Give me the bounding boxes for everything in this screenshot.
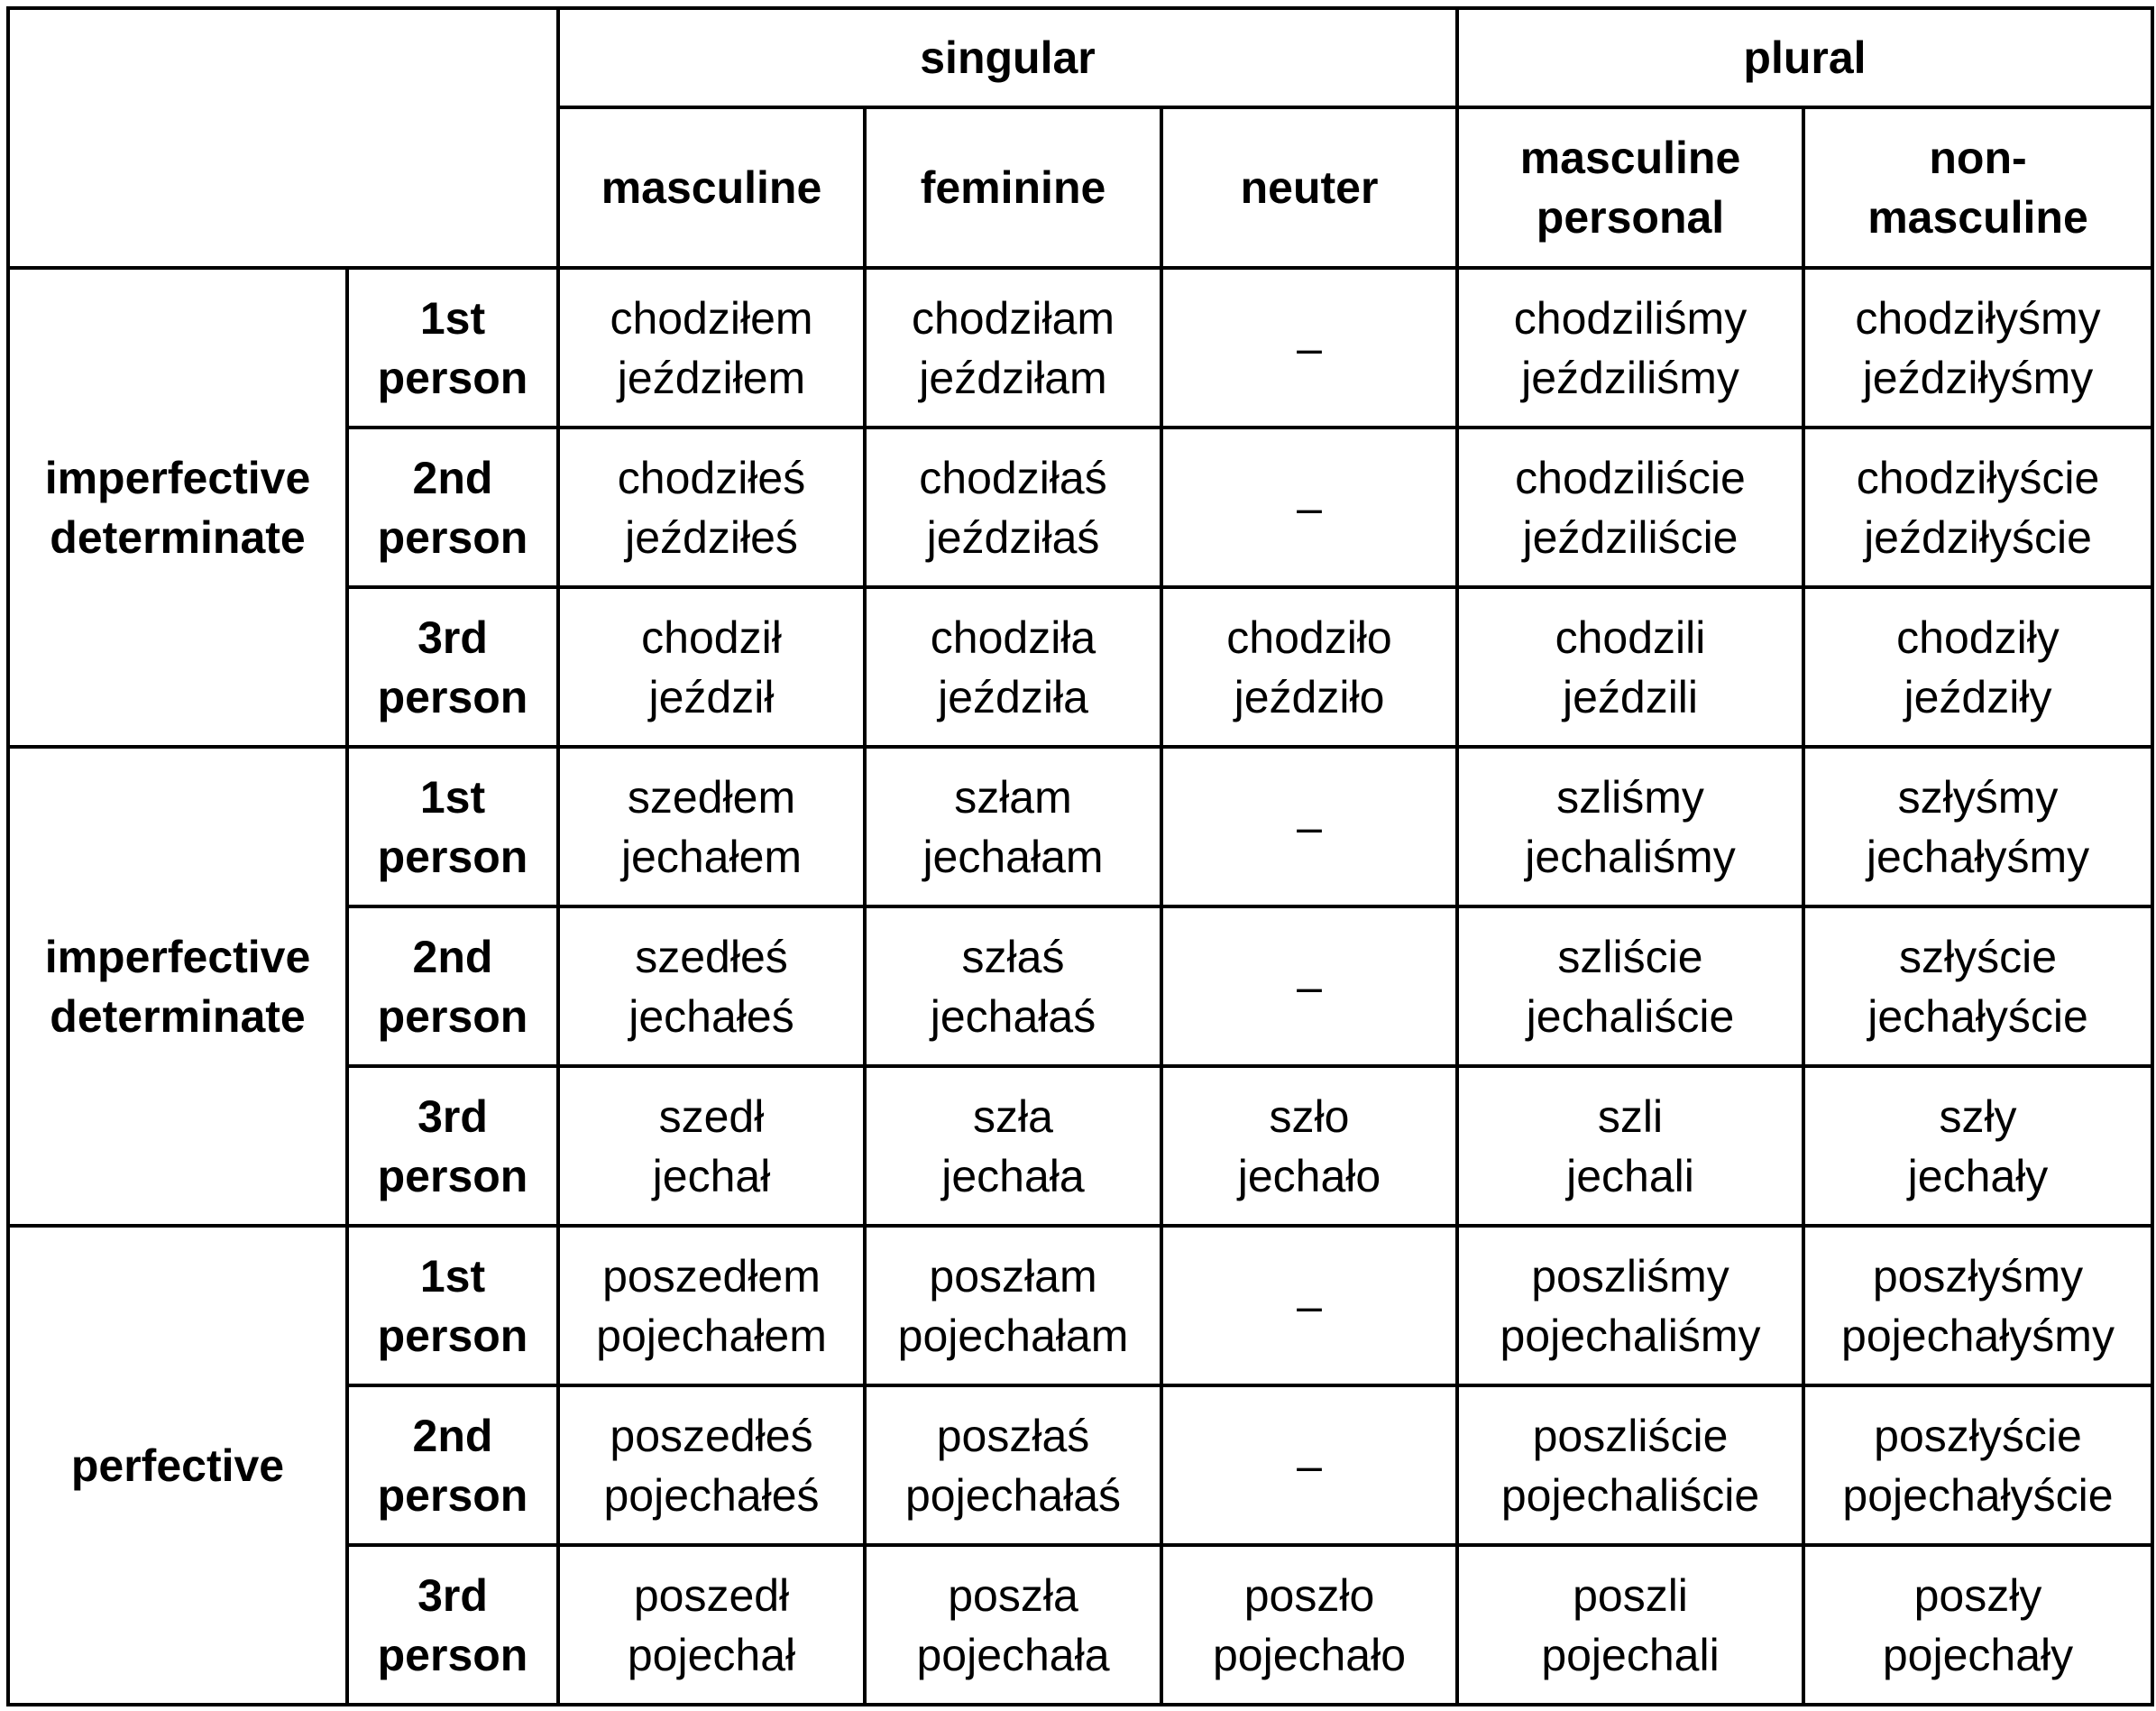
form-cell-neuter: poszło pojechało [1161, 1545, 1457, 1705]
form-cell-neuter: – [1161, 428, 1457, 587]
conjugation-table [6, 6, 2154, 1706]
form-cell-masculine-personal: szli jechali [1457, 1066, 1803, 1226]
form-cell-masculine: poszedł pojechał [558, 1545, 865, 1705]
form-cell-neuter: – [1161, 1385, 1457, 1545]
form-cell-neuter: chodziło jeździło [1161, 587, 1457, 747]
table-row [8, 747, 2152, 906]
form-cell-feminine: poszłaś pojechałaś [865, 1385, 1161, 1545]
form-cell-feminine: poszłam pojechałam [865, 1226, 1161, 1385]
form-cell-feminine: poszła pojechała [865, 1545, 1161, 1705]
form-cell-non-masculine: szłyście jechałyście [1803, 906, 2152, 1066]
form-cell-masculine: chodził jeździł [558, 587, 865, 747]
form-cell-masculine: poszedłeś pojechałeś [558, 1385, 865, 1545]
person-label: 1st person [347, 1226, 558, 1385]
form-cell-feminine: szła jechała [865, 1066, 1161, 1226]
form-cell-non-masculine: chodziłyśmy jeździłyśmy [1803, 268, 2152, 428]
form-cell-masculine-personal: szliśmy jechaliśmy [1457, 747, 1803, 906]
form-cell-masculine: chodziłem jeździłem [558, 268, 865, 428]
form-cell-neuter: szło jechało [1161, 1066, 1457, 1226]
form-cell-non-masculine: chodziły jeździły [1803, 587, 2152, 747]
form-cell-masculine-personal: chodzili jeździli [1457, 587, 1803, 747]
form-cell-feminine: chodziła jeździła [865, 587, 1161, 747]
form-cell-masculine-personal: poszliście pojechaliście [1457, 1385, 1803, 1545]
header-neuter: neuter [1161, 107, 1457, 268]
form-cell-neuter: – [1161, 268, 1457, 428]
form-cell-non-masculine: chodziłyście jeździłyście [1803, 428, 2152, 587]
form-cell-non-masculine: poszły pojechały [1803, 1545, 2152, 1705]
form-cell-masculine-personal: chodziliśmy jeździliśmy [1457, 268, 1803, 428]
aspect-label: perfective [8, 1226, 347, 1705]
form-cell-feminine: chodziłaś jeździłaś [865, 428, 1161, 587]
form-cell-masculine: szedłem jechałem [558, 747, 865, 906]
form-cell-non-masculine: poszłyście pojechałyście [1803, 1385, 2152, 1545]
header-non-masculine: non- masculine [1803, 107, 2152, 268]
person-label: 3rd person [347, 587, 558, 747]
header-masculine: masculine [558, 107, 865, 268]
form-cell-non-masculine: szły jechały [1803, 1066, 2152, 1226]
form-cell-feminine: szłaś jechałaś [865, 906, 1161, 1066]
form-cell-masculine: szedłeś jechałeś [558, 906, 865, 1066]
form-cell-masculine-personal: szliście jechaliście [1457, 906, 1803, 1066]
form-cell-feminine: szłam jechałam [865, 747, 1161, 906]
person-label: 3rd person [347, 1545, 558, 1705]
form-cell-masculine-personal: chodziliście jeździliście [1457, 428, 1803, 587]
form-cell-masculine-personal: poszliśmy pojechaliśmy [1457, 1226, 1803, 1385]
header-plural: plural [1457, 8, 2152, 107]
person-label: 1st person [347, 268, 558, 428]
form-cell-non-masculine: poszłyśmy pojechałyśmy [1803, 1226, 2152, 1385]
person-label: 2nd person [347, 1385, 558, 1545]
header-feminine: feminine [865, 107, 1161, 268]
header-masculine-personal: masculine personal [1457, 107, 1803, 268]
header-singular: singular [558, 8, 1457, 107]
aspect-label: imperfective determinate [8, 268, 347, 747]
person-label: 3rd person [347, 1066, 558, 1226]
person-label: 2nd person [347, 428, 558, 587]
form-cell-neuter: – [1161, 906, 1457, 1066]
form-cell-masculine: chodziłeś jeździłeś [558, 428, 865, 587]
person-label: 2nd person [347, 906, 558, 1066]
person-label: 1st person [347, 747, 558, 906]
aspect-label: imperfective determinate [8, 747, 347, 1226]
form-cell-masculine: poszedłem pojechałem [558, 1226, 865, 1385]
form-cell-masculine: szedł jechał [558, 1066, 865, 1226]
corner-cell [8, 8, 558, 268]
form-cell-non-masculine: szłyśmy jechałyśmy [1803, 747, 2152, 906]
form-cell-masculine-personal: poszli pojechali [1457, 1545, 1803, 1705]
table-row [8, 268, 2152, 428]
table-row [8, 1226, 2152, 1385]
form-cell-neuter: – [1161, 747, 1457, 906]
form-cell-feminine: chodziłam jeździłam [865, 268, 1161, 428]
header-row-number [8, 8, 2152, 107]
form-cell-neuter: – [1161, 1226, 1457, 1385]
